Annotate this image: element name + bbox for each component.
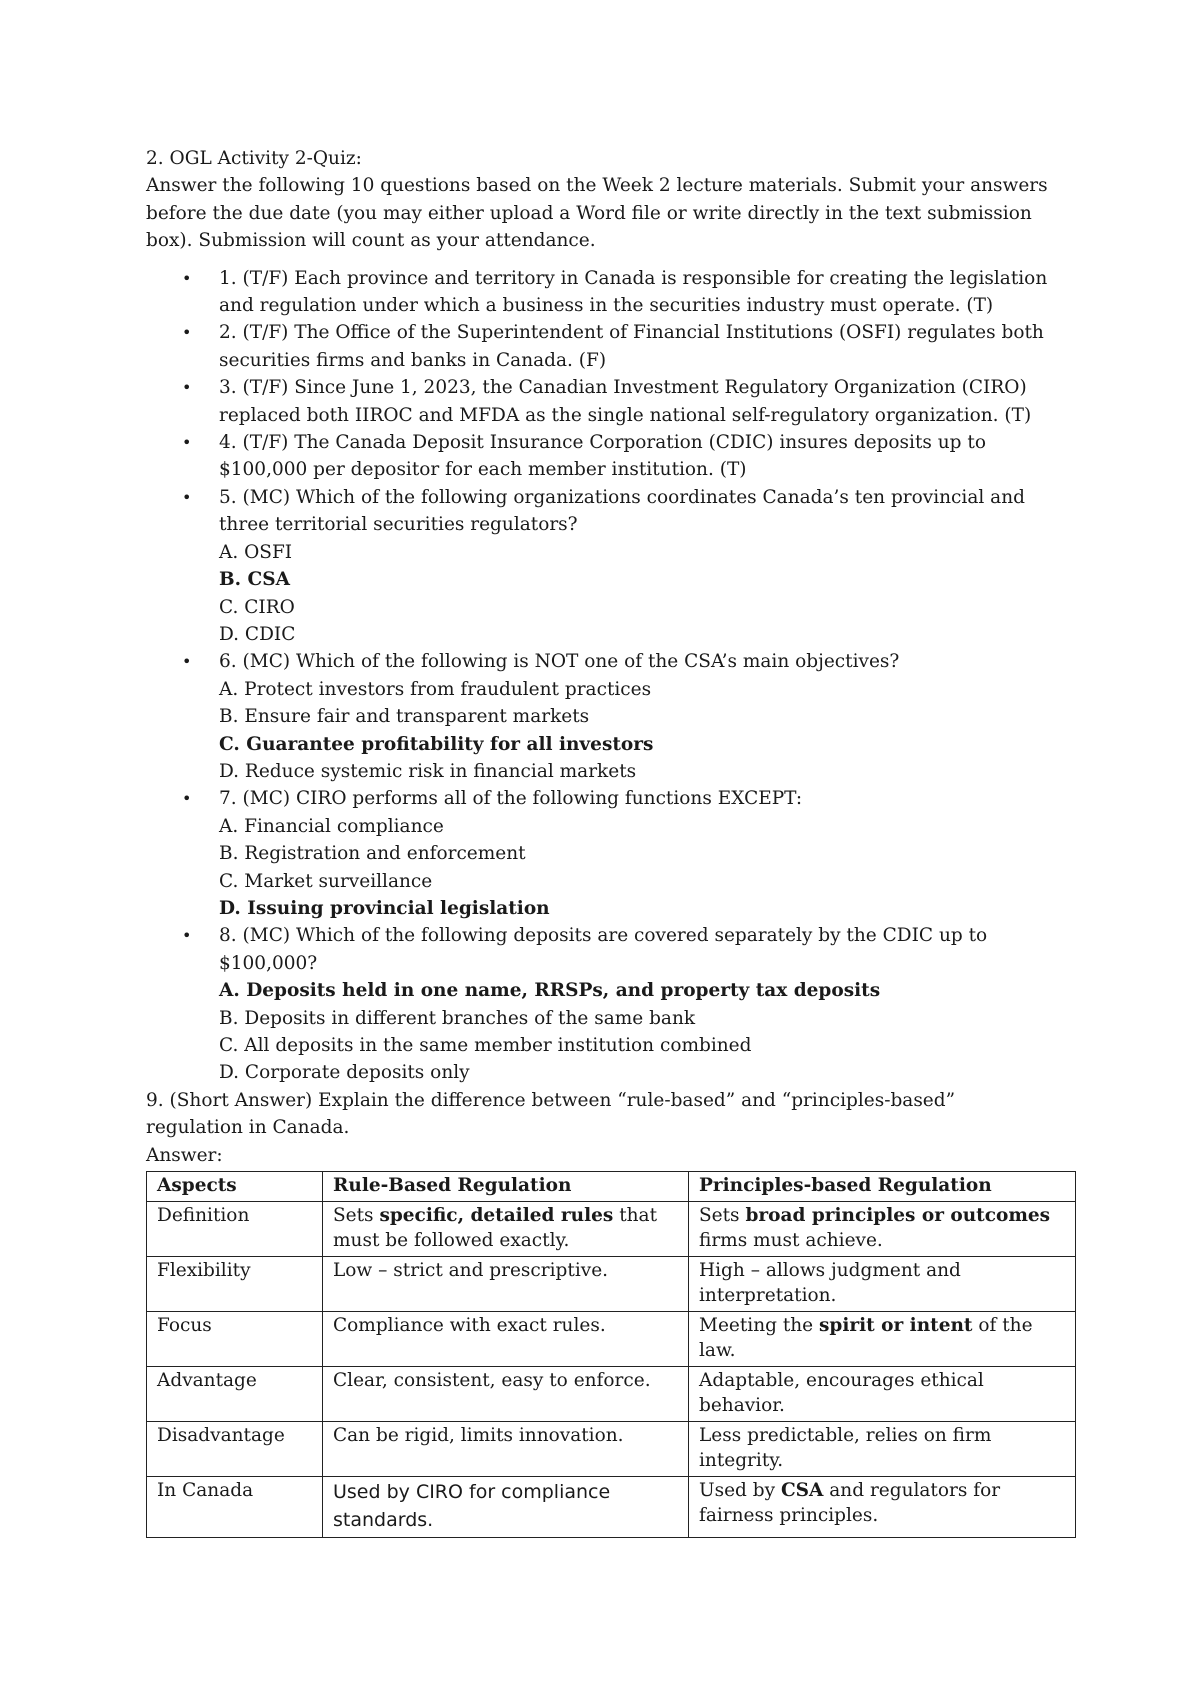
table-header-cell: Aspects bbox=[147, 1172, 323, 1202]
table-row bbox=[147, 1477, 1076, 1538]
answer-option: D. CDIC bbox=[219, 623, 296, 645]
table-cell-rule: Used by CIRO for compliance standards. bbox=[323, 1477, 689, 1538]
table-cell-principle: Meeting the spirit or intent of the law. bbox=[689, 1312, 1076, 1367]
answer-label: Answer: bbox=[146, 1144, 223, 1166]
instructions-line: before the due date (you may either upload a Word file or write directly in the text submission bbox=[146, 202, 1032, 224]
table-cell-aspect: Advantage bbox=[147, 1367, 323, 1422]
table-row bbox=[147, 1202, 1076, 1257]
instructions-line: box). Submission will count as your attendance. bbox=[146, 230, 596, 252]
table-cell-principle: Adaptable, encourages ethical behavior. bbox=[689, 1367, 1076, 1422]
table-header-cell: Rule-Based Regulation bbox=[323, 1172, 689, 1202]
question-8 bbox=[146, 922, 1076, 1086]
table-cell-principle: Less predictable, relies on firm integrity. bbox=[689, 1422, 1076, 1477]
table-cell-rule: Compliance with exact rules. bbox=[323, 1312, 689, 1367]
question-2 bbox=[146, 319, 1076, 374]
question-text: $100,000? bbox=[219, 952, 318, 974]
instructions bbox=[146, 172, 1076, 254]
table-cell-rule: Can be rigid, limits innovation. bbox=[323, 1422, 689, 1477]
table-cell-aspect: Disadvantage bbox=[147, 1422, 323, 1477]
answer-option: B. Registration and enforcement bbox=[219, 843, 526, 865]
answer-option: A. Protect investors from fraudulent practices bbox=[219, 678, 652, 700]
answer-option: D. Reduce systemic risk in financial markets bbox=[219, 760, 637, 782]
question-text: • 2. (T/F) The Office of the Superintendent of Financial Institutions (OSFI) regulates both bbox=[219, 322, 1044, 344]
table-cell-rule: Low – strict and prescriptive. bbox=[323, 1257, 689, 1312]
answer-option: C. All deposits in the same member institution combined bbox=[219, 1035, 752, 1056]
table-row bbox=[147, 1367, 1076, 1422]
correct-answer-option: C. Guarantee profitability for all investors bbox=[219, 733, 654, 755]
question-3 bbox=[146, 374, 1076, 429]
activity-title: 2. OGL Activity 2-Quiz: bbox=[146, 148, 362, 169]
question-text: • 6. (MC) Which of the following is NOT one of the CSA’s main objectives? bbox=[219, 651, 900, 673]
question-text: • 4. (T/F) The Canada Deposit Insurance Corporation (CDIC) insures deposits up to bbox=[219, 432, 986, 454]
answer-option: C. CIRO bbox=[219, 596, 295, 618]
question-text: regulation in Canada. bbox=[146, 1117, 350, 1139]
correct-answer-option: A. Deposits held in one name, RRSPs, and property tax deposits bbox=[219, 980, 881, 1002]
table-header-cell: Principles-based Regulation bbox=[689, 1172, 1076, 1202]
instructions-line: Answer the following 10 questions based on the Week 2 lecture materials. Submit your answers bbox=[146, 175, 1048, 197]
table-cell-aspect: Focus bbox=[147, 1312, 323, 1367]
correct-answer-option: D. Issuing provincial legislation bbox=[219, 897, 550, 919]
table-cell-rule: Clear, consistent, easy to enforce. bbox=[323, 1367, 689, 1422]
table-row bbox=[147, 1312, 1076, 1367]
question-text: • 7. (MC) CIRO performs all of the following functions EXCEPT: bbox=[219, 788, 803, 810]
question-6 bbox=[146, 648, 1076, 785]
question-text: replaced both IIROC and MFDA as the single national self-regulatory organization. (T) bbox=[219, 404, 1032, 426]
question-text: • 8. (MC) Which of the following deposits are covered separately by the CDIC up to bbox=[219, 925, 988, 947]
answer-option: B. Deposits in different branches of the same bank bbox=[219, 1007, 696, 1029]
answer-option: D. Corporate deposits only bbox=[219, 1062, 470, 1084]
table-header-row bbox=[147, 1172, 1076, 1202]
correct-answer-option: B. CSA bbox=[219, 569, 290, 591]
table-cell-principle: Used by CSA and regulators for fairness principles. bbox=[689, 1477, 1076, 1538]
question-7 bbox=[146, 785, 1076, 922]
short-answer-question bbox=[146, 1087, 1076, 1169]
question-list bbox=[146, 265, 1076, 1087]
answer-option: A. Financial compliance bbox=[219, 815, 444, 837]
question-text: • 5. (MC) Which of the following organizations coordinates Canada’s ten provincial and bbox=[219, 486, 1025, 508]
answer-option: A. OSFI bbox=[219, 541, 293, 563]
question-1 bbox=[146, 265, 1076, 320]
table-cell-aspect: In Canada bbox=[147, 1477, 323, 1538]
question-text: • 3. (T/F) Since June 1, 2023, the Canadian Investment Regulatory Organization (CIRO) bbox=[219, 377, 1027, 399]
question-text: • 1. (T/F) Each province and territory in Canada is responsible for creating the legislation bbox=[219, 267, 1048, 289]
table-cell-aspect: Definition bbox=[147, 1202, 323, 1257]
comparison-table bbox=[146, 1171, 1076, 1538]
question-5 bbox=[146, 484, 1076, 648]
question-text: $100,000 per depositor for each member institution. (T) bbox=[219, 459, 747, 481]
answer-option: B. Ensure fair and transparent markets bbox=[219, 706, 590, 728]
table-cell-principle: High – allows judgment and interpretation. bbox=[689, 1257, 1076, 1312]
question-text: securities firms and banks in Canada. (F) bbox=[219, 349, 607, 371]
question-text: 9. (Short Answer) Explain the difference between “rule-based” and “principles-based” bbox=[146, 1089, 956, 1111]
question-4 bbox=[146, 429, 1076, 484]
question-text: three territorial securities regulators? bbox=[219, 514, 578, 536]
table-cell-aspect: Flexibility bbox=[147, 1257, 323, 1312]
table-cell-principle: Sets broad principles or outcomes firms must achieve. bbox=[689, 1202, 1076, 1257]
answer-option: C. Market surveillance bbox=[219, 870, 433, 892]
table-row bbox=[147, 1257, 1076, 1312]
document-page bbox=[146, 145, 1076, 1538]
table-cell-rule: Sets specific, detailed rules that must be followed exactly. bbox=[323, 1202, 689, 1257]
question-text: and regulation under which a business in the securities industry must operate. (T) bbox=[219, 295, 994, 317]
table-row bbox=[147, 1422, 1076, 1477]
